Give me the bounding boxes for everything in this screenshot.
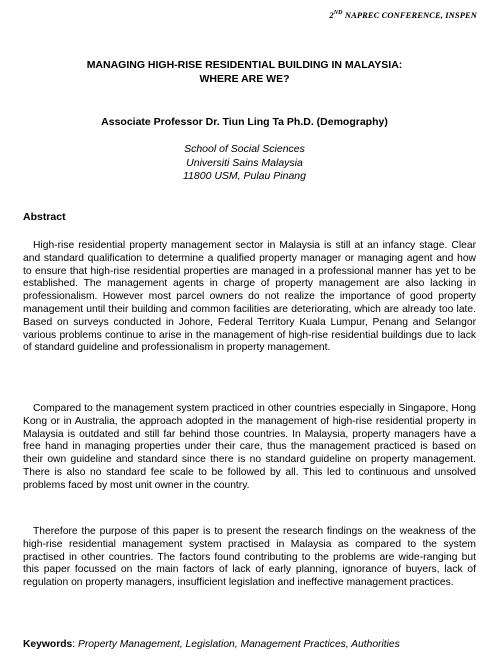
affiliation-school: School of Social Sciences — [184, 143, 305, 155]
abstract-paragraph-1: High-rise residential property management sector in Malaysia is still at an infancy stage. Clear and standard qualification to determine a qualified property manager or managing agent and how to ensure that high-rise residential properties are managed in a professional manner has yet to be established. The management agents in charge of property management are also lacking in professionalism. However most parcel owners do not realize the importance of good property management until their building and common facilities are deteriorating, which are already too late. Based on surveys conducted in Johore, Federal Territory Kuala Lumpur, Penang and Selangor various problems continue to arise in the management of high-rise residential buildings due to lack of standard guideline and professionalism in property management. — [23, 240, 476, 354]
conference-number: 2 — [329, 10, 334, 20]
keywords-separator: : — [72, 639, 78, 650]
paper-title — [20, 59, 469, 86]
abstract-paragraph-3: Therefore the purpose of this paper is to present the research findings on the weakness of the high-rise residential management system practised in Malaysia as compared to the system practised in other countries. The factors found contributing to the problems are wide-ranging but this paper focussed on the main factors of lack of early planning, ignorance of buyers, lack of regulation on property managers, insufficient legislation and ineffective management practices. — [23, 526, 476, 589]
keywords-list: Property Management, Legislation, Management Practices, Authorities — [77, 639, 400, 650]
abstract-paragraph-2: Compared to the management system practiced in other countries especially in Singapore, Hong Kong or in Australia, the approach adopted in the management of high-rise residential property in Malaysia is outdated and still far behind those countries. In Malaysia, property managers have a free hand in managing properties under their care, thus the management practiced is based on their own guideline and standard since there is no standard guideline on property management. There is also no standard fee scale to be followed by all. This led to continuous and unsolved problems faced by most unit owner in the country. — [23, 403, 476, 491]
abstract-heading: Abstract — [23, 211, 66, 223]
conference-name: NAPREC CONFERENCE, INSPEN — [342, 10, 477, 20]
keywords-label: Keywords — [23, 639, 73, 650]
title-line-1: MANAGING HIGH-RISE RESIDENTIAL BUILDING IN MALAYSIA: — [86, 59, 403, 71]
affiliation-university: Universiti Sains Malaysia — [186, 156, 303, 169]
conference-header — [329, 10, 477, 20]
conference-ordinal: ND — [333, 10, 343, 17]
affiliation-address: 11800 USM, Pulau Pinang — [183, 170, 306, 182]
title-line-2: WHERE ARE WE? — [199, 72, 290, 85]
affiliation — [20, 143, 469, 184]
author-name: Associate Professor Dr. Tiun Ling Ta Ph.D. (Demography) — [101, 116, 388, 128]
keywords-line — [23, 639, 483, 650]
